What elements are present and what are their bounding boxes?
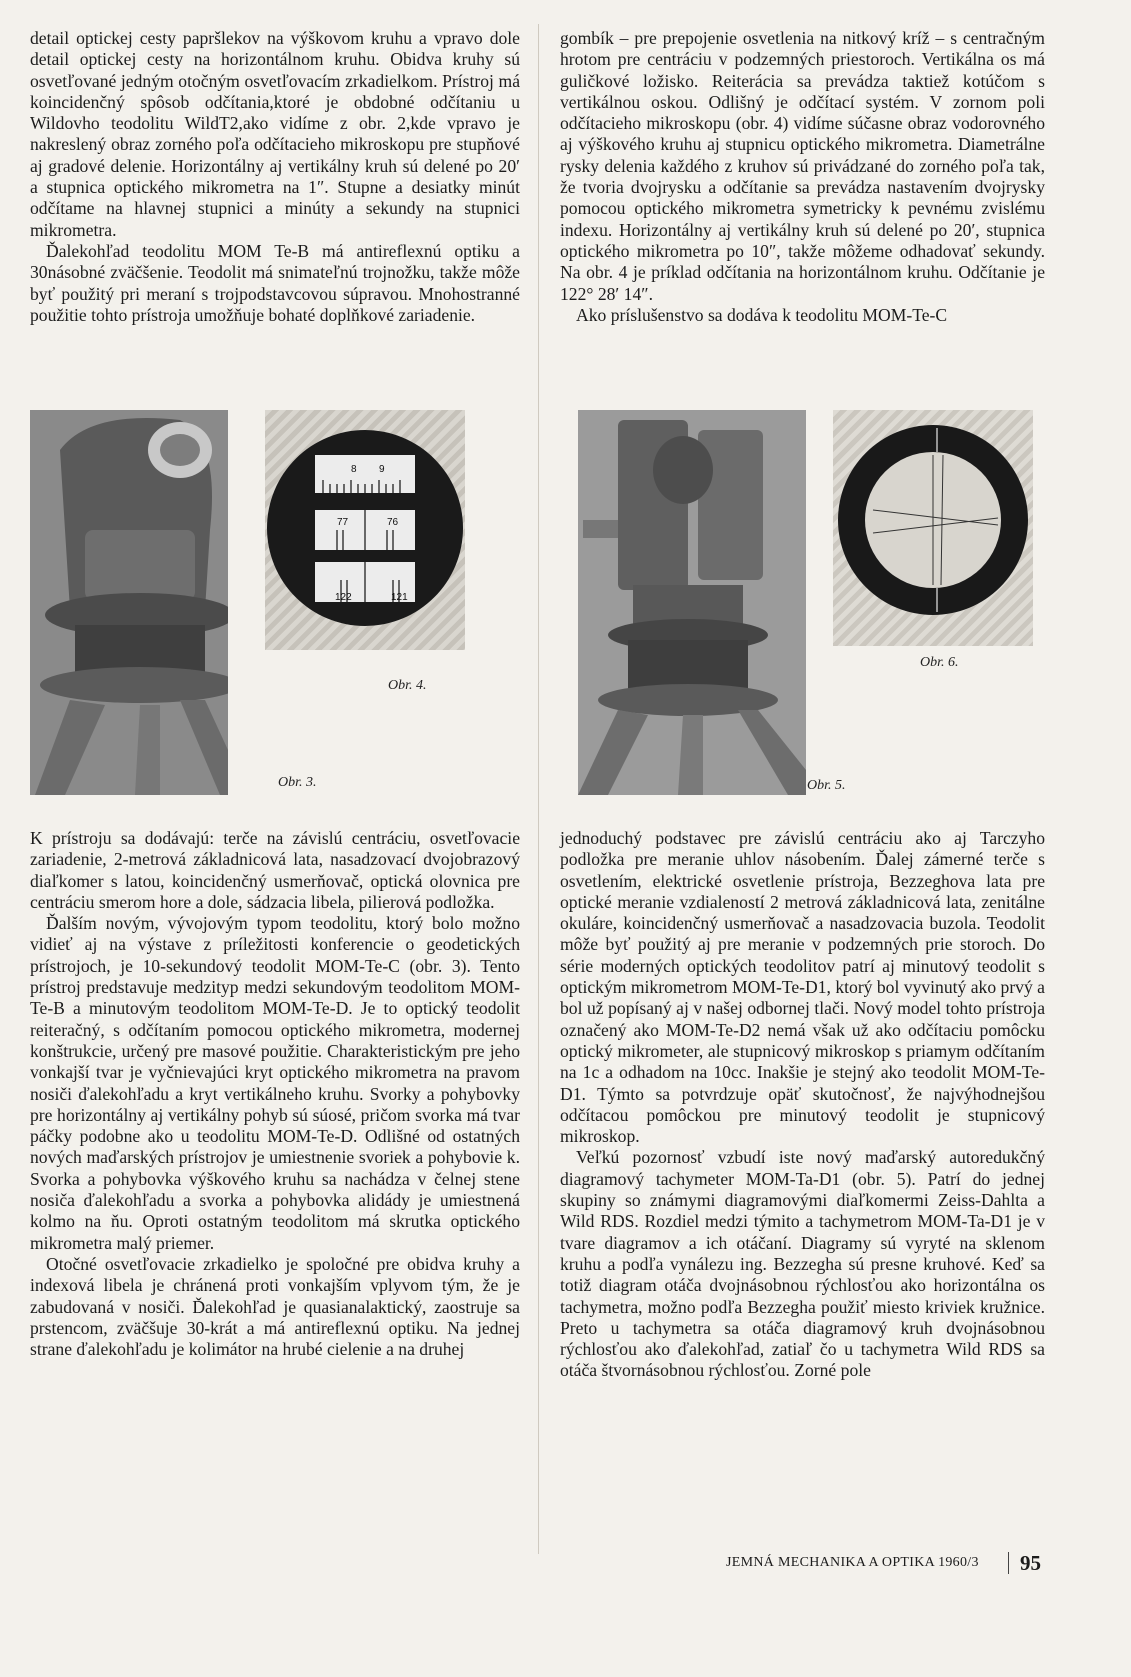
paragraph: Ako príslušenstvo sa dodáva k teodolitu MOM-Te-C <box>576 304 948 325</box>
paragraph: gombík – pre prepojenie osvetlenia na nitkový kríž – s centračným hrotom pre centráciu v podzemných priestoroch. Vertikálna os má guličkové ložisko. Reiterácia sa prevádza taktiež kotúčom s vertikálnou oskou. Odlišný je odčítací systém. V zornom poli odčítacieho mikroskopu (obr. 4) vidíme súčasne obraz vodorovného aj výškového kruhu aj stupnicu optického mikrometra. Diametrálne rysky delenia každého z kruhov sú privádzané do zorného poľa tak, že tvoria dvojrysku a odčítanie sa prevádza nastavením dvojrysky pomocou optického mikrometra symetricky k pevnému zvislému indexu. Horizontálny aj vertikálny kruh sú delené po 20′, stupnica optického mikrometra po 10″, takže môžeme odhadovať sekundy. Na obr. 4 je príklad odčítania na horizontálnom kruhu. Odčítanie je 122° 28′ 14″. <box>560 28 1045 304</box>
theodolite-illustration <box>30 410 228 795</box>
scale-label: 77 <box>337 517 349 528</box>
figure-5-tachymeter-photo <box>578 410 806 795</box>
micrometer-view-illustration <box>265 410 465 650</box>
column-left-bottom <box>30 828 520 1360</box>
scale-label: 121 <box>391 592 408 603</box>
paragraph: Ďalekohľad teodolitu MOM Te-B má antireflexnú optiku a 30násobné zväčšenie. Teodolit má snimateľnú trojnožku, takže môže byť použitý pri meraní s trojpodstavcovou súpravou. Mnohostranné použitie tohto prístroja umožňuje bohaté doplňkové zariadenie. <box>30 240 520 325</box>
scale-label: 9 <box>379 464 385 475</box>
figure-6-caption: Obr. 6. <box>920 655 959 670</box>
column-left-top <box>30 28 520 326</box>
journal-footer: JEMNÁ MECHANIKA A OPTIKA 1960/3 <box>726 1555 979 1570</box>
paragraph: Veľkú pozornosť vzbudí iste nový maďarský autoredukčný diagramový tachymeter MOM-Ta-D1 (obr. 5). Patrí do jednej skupiny so známymi diagramovými diaľkomermi Zeiss-Dahlta a Wild RDS. Rozdiel medzi týmito a tachymetrom MOM-Ta-D1 je v tvare diagramov a ich otáčaní. Diagramy sú vyryté na sklenom kruhu a podľa vynálezu ing. Bezzegha sú presne kruhové. Keď sa totiž diagram otáča dvojnásobnou rýchlosťou ako horizontálna os tachymetra, možno podľa Bezzegha použiť miesto kriviek kružnice. Preto u tachymetra sa otáča diagramový kruh dvojnásobnou rýchlosťou ako ďalekohľad, zatiaľ čo u tachymetra Wild RDS sa otáča štvornásobnou rýchlosťou. Zorné pole <box>560 1147 1045 1381</box>
figure-3-theodolite-photo <box>30 410 228 795</box>
figure-3-caption: Obr. 3. <box>278 775 317 790</box>
diagram-circle-illustration <box>833 410 1033 646</box>
scale-label: 122 <box>335 592 352 603</box>
paragraph: jednoduchý podstavec pre závislú centráciu ako aj Tarczyho podložka pre meranie uhlov násobením. Ďalej zámerné terče s osvetlením, elektrické osvetlenie prístroja, Bezzeghova lata pre optické meranie vzdialeností 2 metrová základnicová lata, zenitálne okuláre, koincidenčný usmerňovač a nasadzovacia buzola. Teodolit môže byť použitý aj pre meranie v podzemných prie storoch. Do série moderných optických teodolitov patrí aj minutový teodolit s optickým mikrometrom MOM-Te-D1, ktorý bol vyvinutý ako prvý a bol už popísaný aj v našej odbornej tlači. Nový model tohto prístroja označený ako MOM-Te-D2 nemá však už ako odčítaciu pomôcku optický mikrometer, ale stupnicový mikroskop s priamym odčítaním na 1c a odhadom na 10cc. Inakšie je stejný ako teodolit MOM-Te-D1. Týmto sa potvrdzuje opäť skutočnosť, že najvýhodnejšou odčítacou pomôckou pre minutový teodolit je stupnicový mikroskop. <box>560 828 1045 1147</box>
paragraph: Ďalším novým, vývojovým typom teodolitu, ktorý bolo možno vidieť aj na výstave z príležitosti konferencie o geodetických prístrojoch, je 10-sekundový teodolit MOM-Te-C (obr. 3). Tento prístroj predstavuje medzityp medzi sekundovým teodolitom MOM-Te-B a minutovým teodolitom MOM-Te-D. Je to optický teodolit reiteračný, s odčítaním pomocou optického mikrometra, modernej konštrukcie, určený pre masové použitie. Charakteristickým pre jeho vonkajší tvar je vyčnievajúci kryt optického mikrometra na pravom nosiči ďalekohľadu a kryt vertikálneho kruhu. Svorky a pohybovky pre horizontálny aj vertikálny pohyb sú súosé, pričom svorka má tvar páčky podobne ako u teodolitu MOM-Te-D. Odlišné od ostatných nových maďarských prístrojov je umiestnenie svoriek a pohybovie k. Svorka a pohybovka výškového kruhu sa nachádza v čelnej stene nosiča ďalekohľadu a svorka a pohybovka alidády je umiestnená kolmo na ňu. Oproti ostatným teodolitom má skrutka optického mikrometra malý priemer. <box>30 913 520 1253</box>
tachymeter-illustration <box>578 410 806 795</box>
scale-label: 76 <box>387 517 399 528</box>
page-number: 95 <box>1020 1551 1041 1575</box>
paragraph: Otočné osvetľovacie zrkadielko je spoločné pre obidva kruhy a indexová libela je chránená proti vonkajším vplyvom tým, že je zabudovaná v nosiči. Ďalekohľad je quasianalaktický, zaostruje sa prstencom, zväčšuje 30-krát a má antireflexnú optiku. Na jednej strane ďalekohľadu je kolimátor na hrubé cielenie a na druhej <box>30 1253 520 1360</box>
figure-4-caption: Obr. 4. <box>388 678 427 693</box>
figure-4-micrometer-view <box>265 410 465 650</box>
column-divider <box>538 24 539 1554</box>
column-right-top <box>560 28 1045 326</box>
paragraph: detail optickej cesty papršlekov na výškovom kruhu a vpravo dole detail optickej cesty na horizontálnom kruhu. Obidva kruhy sú osvetľované jedným otočným osvetľovacím zrkadielkom. Prístroj má koincidenčný spôsob odčítania,ktoré je obdobné odčítaniu u Wildovho teodolitu WildT2,ako vidíme z obr. 2,kde vpravo je nakreslený obraz zorného poľa odčítacieho mikroskopu pre stupňové aj gradové delenie. Horizontálny aj vertikálny kruh sú delené po 20′ a stupnica optického mikrometra na 1″. Stupne a desiatky minút odčítame na hlavnej stupnici a minúty a sekundy na stupnici mikrometra. <box>30 28 520 240</box>
column-right-bottom <box>560 828 1045 1382</box>
figure-5-caption: Obr. 5. <box>807 778 846 793</box>
scale-label: 8 <box>351 464 357 475</box>
figure-6-diagram-circle <box>833 410 1033 646</box>
footer-separator <box>1008 1552 1009 1574</box>
paragraph: K prístroju sa dodávajú: terče na závislú centráciu, osvetľovacie zariadenie, 2-metrová základnicová lata, nasadzovací dvojobrazový diaľkomer s latou, koincidenčný usmerňovač, optická olovnica pre centráciu smerom hore a dole, sádzacia libela, pilierová podložka. <box>30 828 520 912</box>
